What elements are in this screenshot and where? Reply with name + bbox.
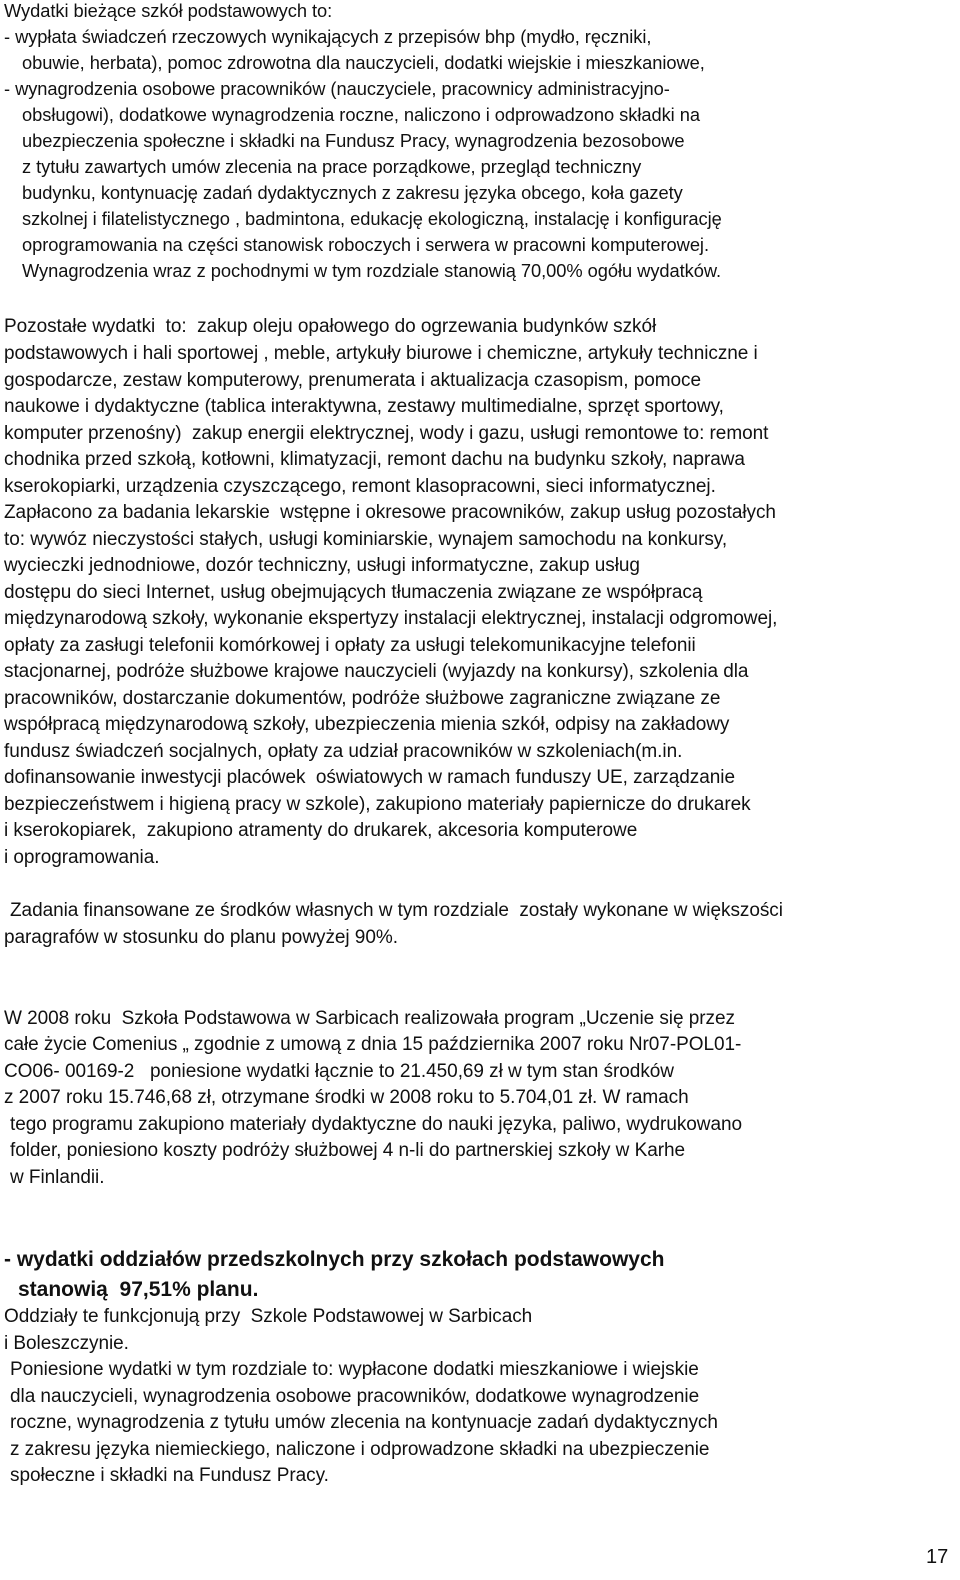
text-line: budynku, kontynuację zadań dydaktycznych z zakresu języka obcego, koła gazety (22, 182, 683, 203)
text-line: CO06- 00169-2 poniesione wydatki łącznie to 21.450,69 zł w tym stan środków (4, 1061, 674, 1082)
page-number: 17 (926, 1546, 949, 1568)
text-line: naukowe i dydaktyczne (tablica interaktywna, zestawy multimedialne, sprzęt sportowy, (4, 396, 724, 417)
text-line: gospodarcze, zestaw komputerowy, prenumerata i aktualizacja czasopism, pomoce (4, 370, 702, 391)
text-line: opłaty za zasługi telefonii komórkowej i opłaty za usługi telekomunikacyjne telefonii (4, 635, 696, 656)
text-line: - wypłata świadczeń rzeczowych wynikających z przepisów bhp (mydło, ręczniki, (4, 26, 652, 47)
text-line: dla nauczycieli, wynagrodzenia osobowe pracowników, dodatkowe wynagrodzenie (10, 1386, 700, 1407)
text-line: stacjonarnej, podróże służbowe krajowe nauczycieli (wyjazdy na konkursy), szkolenia dla (4, 661, 749, 682)
section-heading: - wydatki oddziałów przedszkolnych przy szkołach podstawowych (4, 1248, 665, 1271)
text-line: i Boleszczynie. (4, 1333, 129, 1354)
text-line: komputer przenośny) zakup energii elektrycznej, wody i gazu, usługi remontowe to: remont (4, 423, 769, 444)
section-heading: stanowią 97,51% planu. (18, 1278, 259, 1301)
text-line: ubezpieczenia społeczne i składki na Fundusz Pracy, wynagrodzenia bezosobowe (22, 130, 685, 151)
text-line: i kserokopiarek, zakupiono atramenty do drukarek, akcesoria komputerowe (4, 820, 638, 841)
text-line: roczne, wynagrodzenia z tytułu umów zlecenia na kontynuacje zadań dydaktycznych (10, 1412, 718, 1433)
text-line: społeczne i składki na Fundusz Pracy. (10, 1465, 329, 1486)
text-line: Wynagrodzenia wraz z pochodnymi w tym rozdziale stanowią 70,00% ogółu wydatków. (22, 260, 722, 281)
text-line: to: wywóz nieczystości stałych, usługi kominiarskie, wynajem samochodu na konkursy, (4, 529, 728, 550)
text-line: bezpieczeństwem i higieną pracy w szkole), zakupiono materiały papiernicze do drukarek (4, 794, 751, 815)
text-line: z tytułu zawartych umów zlecenia na prace porządkowe, przegląd techniczny (22, 156, 642, 177)
text-line: Pozostałe wydatki to: zakup oleju opałowego do ogrzewania budynków szkół (4, 316, 657, 337)
text-line: fundusz świadczeń socjalnych, opłaty za udział pracowników w szkoleniach(m.in. (4, 741, 683, 762)
text-line: dofinansowanie inwestycji placówek oświatowych w ramach funduszy UE, zarządzanie (4, 767, 735, 788)
text-line: paragrafów w stosunku do planu powyżej 90%. (4, 927, 398, 948)
text-line: Zapłacono za badania lekarskie wstępne i okresowe pracowników, zakup usług pozostałych (4, 502, 776, 523)
text-line: folder, poniesiono koszty podróży służbowej 4 n-li do partnerskiej szkoły w Karhe (10, 1140, 686, 1161)
text-line: w Finlandii. (10, 1167, 105, 1188)
text-line: i oprogramowania. (4, 847, 160, 868)
text-line: z zakresu języka niemieckiego, naliczone i odprowadzone składki na ubezpieczenie (10, 1439, 710, 1460)
text-line: z 2007 roku 15.746,68 zł, otrzymane środki w 2008 roku to 5.704,01 zł. W ramach (4, 1087, 689, 1108)
text-line: chodnika przed szkołą, kotłowni, klimatyzacji, remont dachu na budynku szkoły, naprawa (4, 449, 745, 470)
text-line: obsługowi), dodatkowe wynagrodzenia roczne, naliczono i odprowadzono składki na (22, 104, 700, 125)
text-line: tego programu zakupiono materiały dydaktyczne do nauki języka, paliwo, wydrukowano (10, 1114, 743, 1135)
text-line: dostępu do sieci Internet, usług obejmujących tłumaczenia związane ze współpracą (4, 582, 703, 603)
text-line: Wydatki bieżące szkół podstawowych to: (4, 0, 333, 21)
text-line: W 2008 roku Szkoła Podstawowa w Sarbicach realizowała program „Uczenie się przez (4, 1008, 735, 1029)
text-line: obuwie, herbata), pomoc zdrowotna dla nauczycieli, dodatki wiejskie i mieszkaniowe, (22, 52, 705, 73)
text-line: wycieczki jednodniowe, dozór techniczny, usługi informatyczne, zakup usług (4, 555, 640, 576)
text-line: Zadania finansowane ze środków własnych w tym rozdziale zostały wykonane w większości (10, 900, 783, 921)
text-line: międzynarodową szkoły, wykonanie ekspertyzy instalacji elektrycznej, instalacji odgromowej, (4, 608, 778, 629)
text-line: podstawowych i hali sportowej , meble, artykuły biurowe i chemiczne, artykuły techniczne i (4, 343, 758, 364)
text-line: oprogramowania na części stanowisk roboczych i serwera w pracowni komputerowej. (22, 234, 709, 255)
text-line: współpracą międzynarodową szkoły, ubezpieczenia mienia szkół, odpisy na zakładowy (4, 714, 730, 735)
text-line: szkolnej i filatelistycznego , badmintona, edukację ekologiczną, instalację i konfigurację (22, 208, 722, 229)
text-line: Poniesione wydatki w tym rozdziale to: wypłacone dodatki mieszkaniowe i wiejskie (10, 1359, 699, 1380)
text-line: całe życie Comenius „ zgodnie z umową z dnia 15 października 2007 roku Nr07-POL01- (4, 1034, 742, 1055)
text-line: - wynagrodzenia osobowe pracowników (nauczyciele, pracownicy administracyjno- (4, 78, 670, 99)
text-line: kserokopiarki, urządzenia czyszczącego, remont klasopracowni, sieci informatycznej. (4, 476, 716, 497)
text-line: pracowników, dostarczanie dokumentów, podróże służbowe zagraniczne związane ze (4, 688, 721, 709)
text-line: Oddziały te funkcjonują przy Szkole Podstawowej w Sarbicach (4, 1306, 533, 1327)
